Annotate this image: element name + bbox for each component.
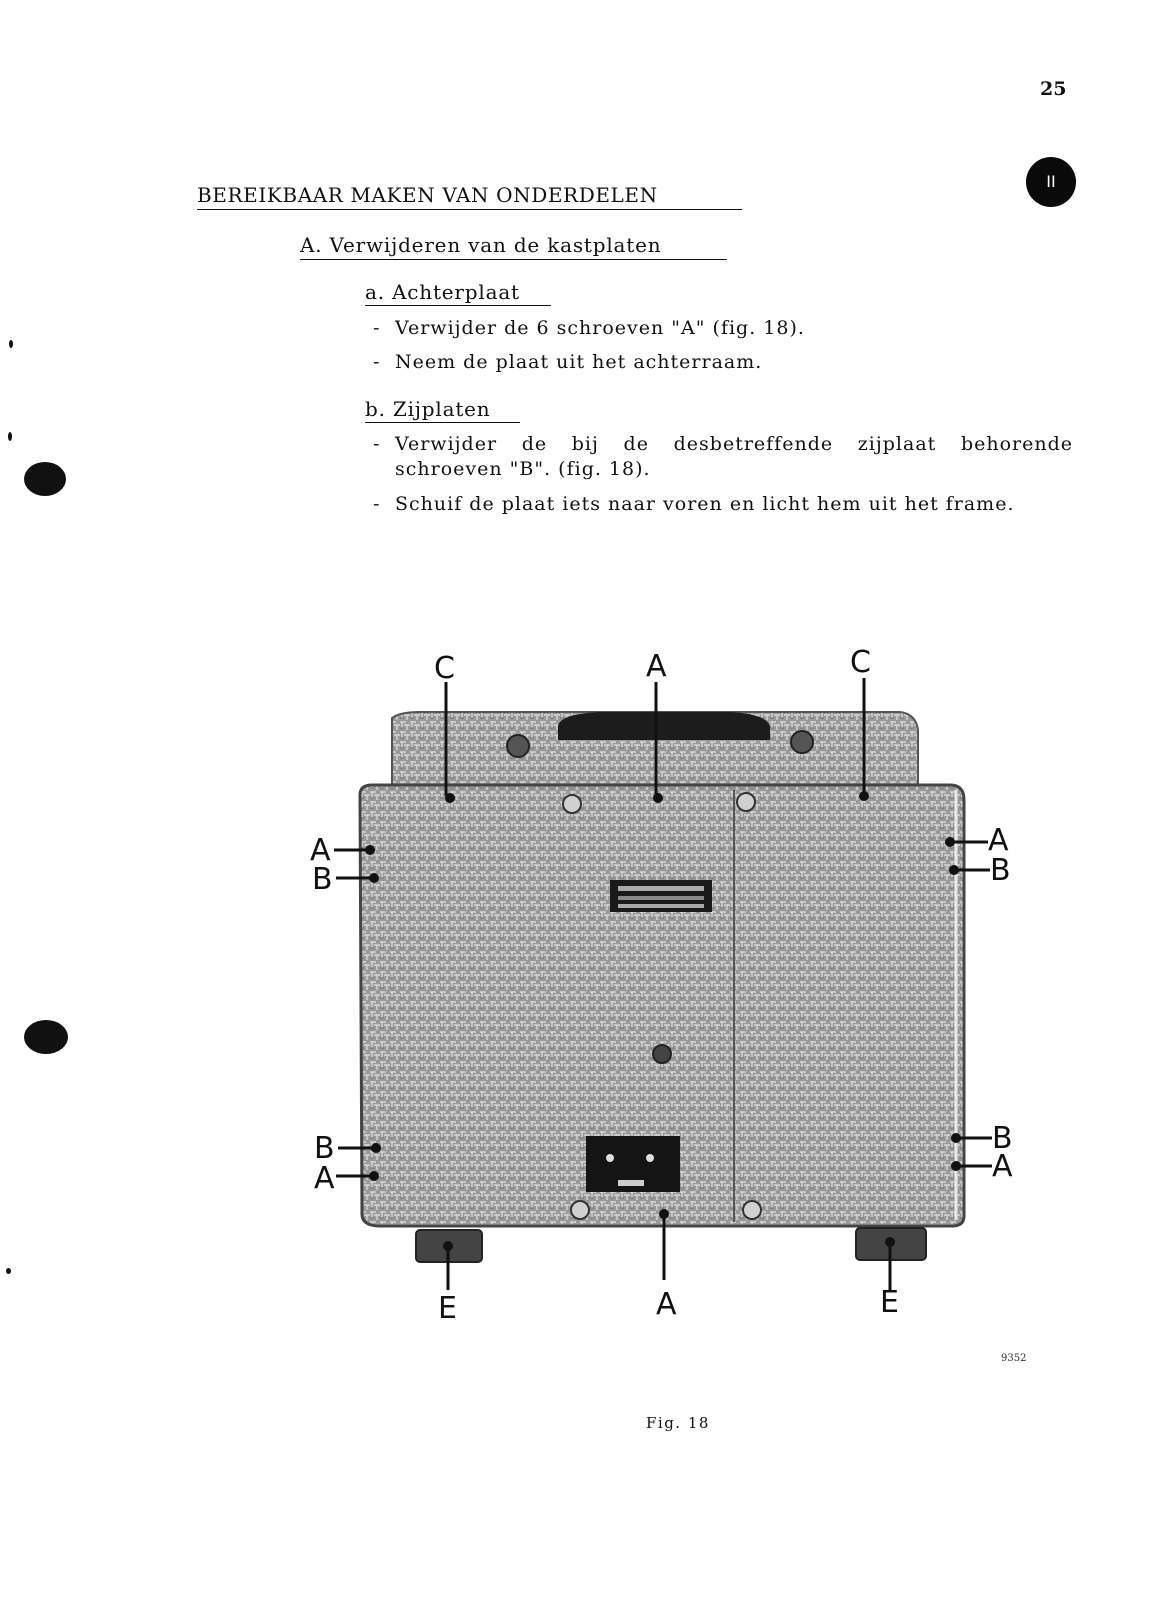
chapter-badge: II [1026, 157, 1076, 207]
subsection-heading-achterplaat: a. Achterplaat [365, 280, 551, 306]
label-a-right-top: A [988, 823, 1009, 858]
label-a-bottom: A [656, 1287, 677, 1322]
label-b-right-bottom: B [992, 1121, 1013, 1156]
list-item-text: Verwijder de 6 schroeven "A" (fig. 18). [395, 317, 805, 339]
main-heading: BEREIKBAAR MAKEN VAN ONDERDELEN [197, 183, 742, 210]
label-b-right-top: B [990, 853, 1011, 888]
label-b-left-top: B [312, 862, 333, 897]
label-a-left-bottom: A [314, 1161, 335, 1196]
screw-head [653, 1045, 671, 1063]
bullet-dash: - [373, 351, 381, 373]
subsection-heading-zijplaten: b. Zijplaten [365, 397, 520, 423]
binder-hole-mark [24, 1020, 68, 1054]
margin-speck [6, 1268, 11, 1274]
handle-knob-left [507, 735, 529, 757]
list-item [373, 316, 893, 341]
list-item-text: Neem de plaat uit het achterraam. [395, 351, 763, 373]
margin-speck [9, 340, 13, 348]
label-e-right: E [880, 1285, 899, 1320]
screw-head [571, 1201, 589, 1219]
section-heading-a: A. Verwijderen van de kastplaten [300, 233, 727, 260]
list-item [373, 350, 893, 375]
screw-head [563, 795, 581, 813]
figure-number: 9352 [1001, 1353, 1027, 1364]
label-a-top: A [646, 649, 667, 684]
figure-18-illustration [300, 640, 1040, 1340]
bullet-dash: - [373, 317, 381, 339]
bullet-dash: - [373, 493, 381, 515]
label-c-right: C [850, 645, 871, 680]
bullet-dash: - [373, 433, 381, 455]
margin-speck [8, 432, 12, 441]
binder-hole-mark [24, 462, 66, 496]
page-number: 25 [1040, 78, 1067, 100]
screw-head [743, 1201, 761, 1219]
list-item-text: Verwijder de bij de desbetreffende zijplaat behorende schroeven "B". (fig. 18). [395, 433, 1073, 480]
label-c-left: C [434, 651, 455, 686]
figure-caption: Fig. 18 [646, 1414, 710, 1432]
label-e-left: E [438, 1291, 457, 1326]
label-a-right-bottom: A [992, 1149, 1013, 1184]
list-item-text: Schuif de plaat iets naar voren en licht hem uit het frame. [395, 493, 1015, 515]
label-a-left-top: A [310, 833, 331, 868]
list-item [373, 432, 1073, 482]
handle-knob-right [791, 731, 813, 753]
label-b-left-bottom: B [314, 1131, 335, 1166]
list-item [373, 492, 1073, 517]
screw-head [737, 793, 755, 811]
carry-handle [558, 712, 770, 740]
